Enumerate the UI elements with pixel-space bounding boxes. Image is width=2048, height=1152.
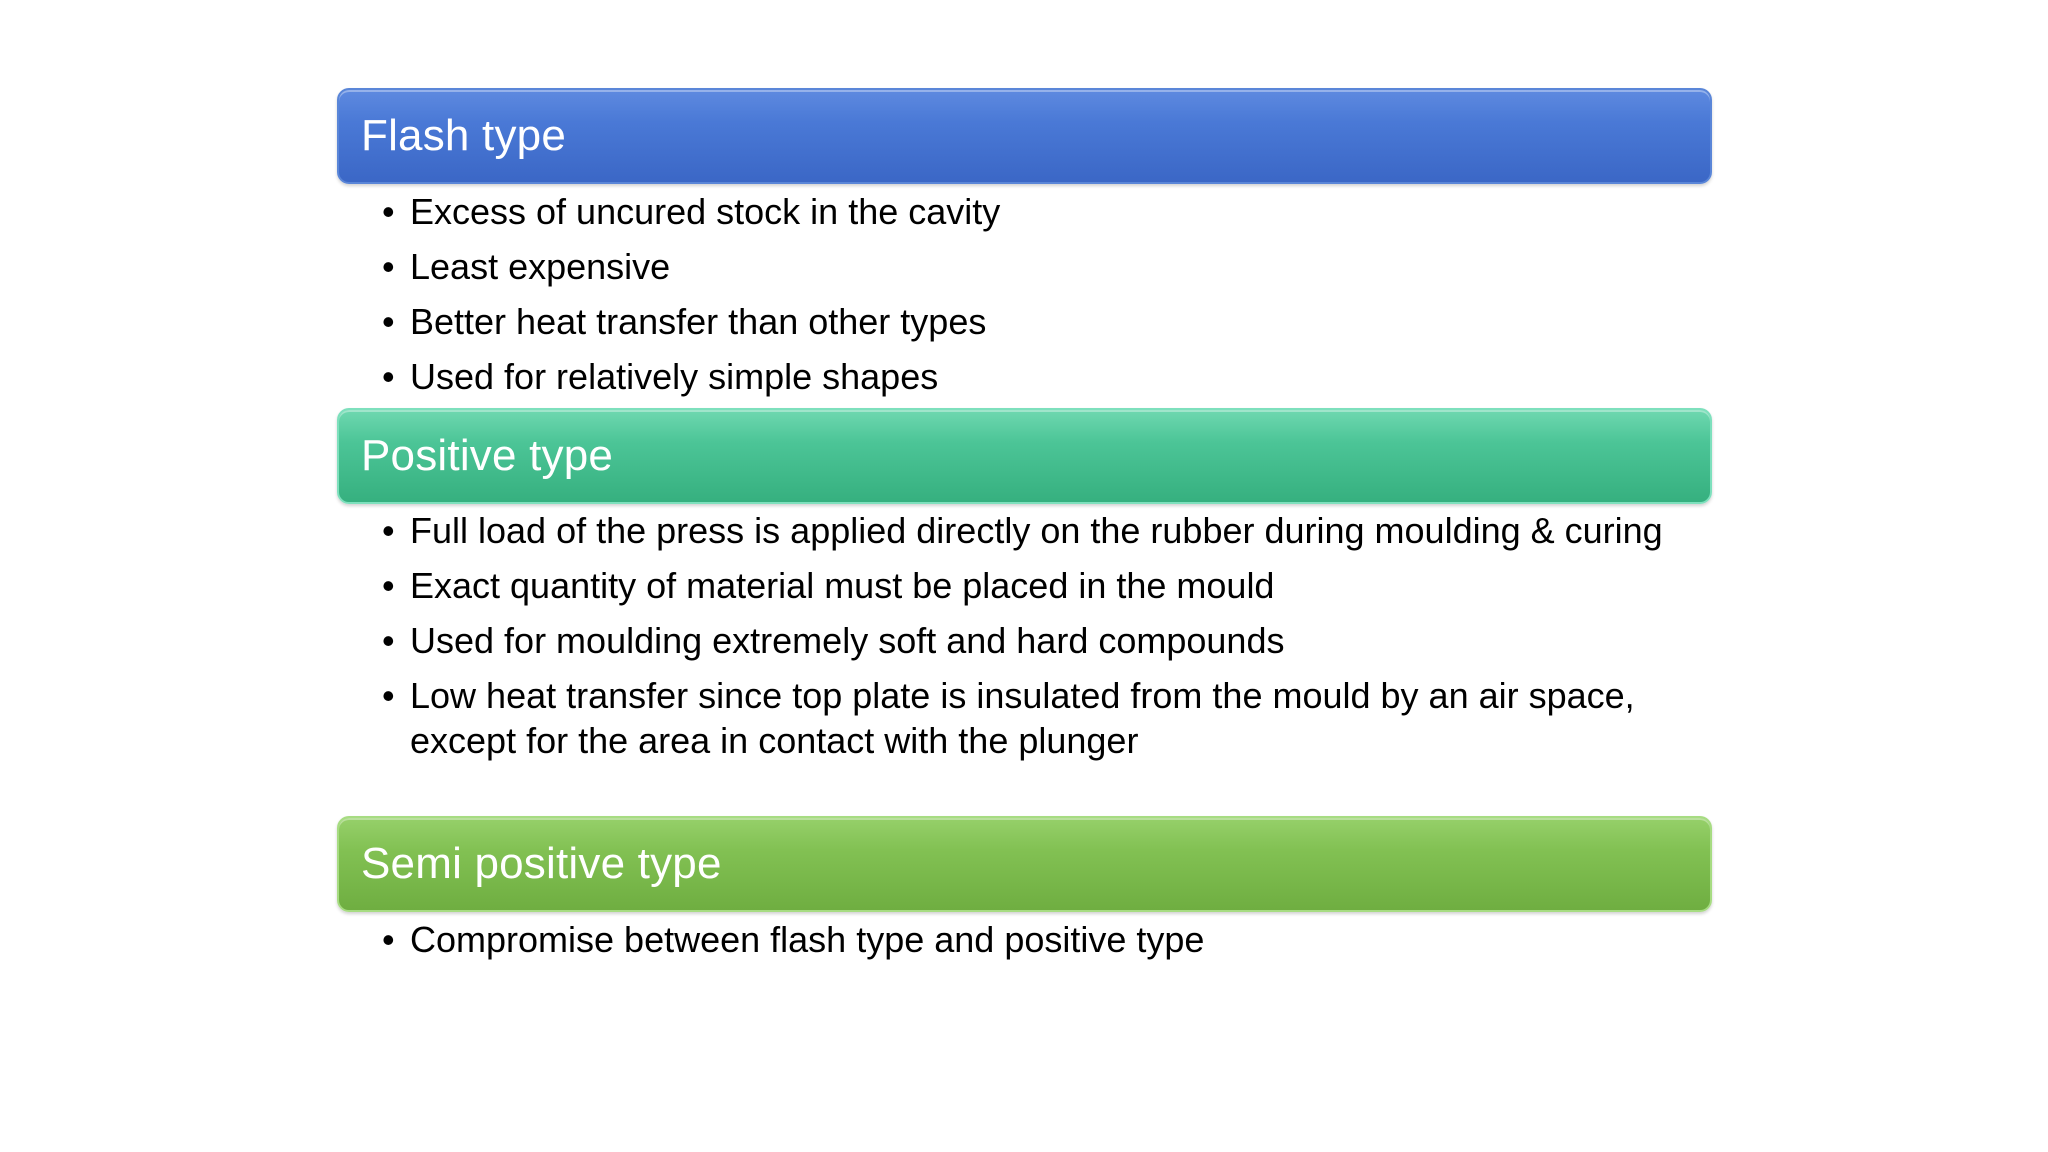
bullet-dot: • [382,356,395,397]
bullet-dot: • [382,565,395,606]
bullet-list-positive-type [380,508,1710,773]
bullet-dot: • [382,675,395,716]
bullet-dot: • [382,301,395,342]
bullet-dot: • [382,246,395,287]
section-title: Positive type [361,431,614,480]
bullet-text: Exact quantity of material must be placed in the mould [410,565,1275,606]
list-item [380,189,1710,234]
bullet-dot: • [382,620,395,661]
bullet-text: Least expensive [410,246,671,287]
section-header-semi-positive-type [337,816,1712,912]
bullet-text: Used for moulding extremely soft and hard compounds [410,620,1285,661]
list-item [380,563,1710,608]
bullet-list-flash-type [380,189,1710,409]
section-title: Flash type [361,111,566,160]
bullet-dot: • [382,919,395,960]
list-item [380,508,1710,553]
bullet-text: Better heat transfer than other types [410,301,987,342]
list-item [380,299,1710,344]
bullet-text: Full load of the press is applied directly on the rubber during moulding & curing [410,510,1663,551]
bullet-dot: • [382,510,395,551]
section-header-flash-type [337,88,1712,184]
list-item [380,244,1710,289]
bullet-dot: • [382,191,395,232]
section-header-positive-type [337,408,1712,504]
section-title: Semi positive type [361,839,722,888]
list-item [380,917,1710,962]
list-item [380,354,1710,399]
bullet-text: Low heat transfer since top plate is insulated from the mould by an air space, except for the area in contact with the plunger [410,675,1635,761]
list-item [380,618,1710,663]
bullet-text: Used for relatively simple shapes [410,356,939,397]
bullet-text: Excess of uncured stock in the cavity [410,191,1001,232]
bullet-text: Compromise between flash type and positive type [410,919,1205,960]
list-item [380,673,1710,763]
bullet-list-semi-positive-type [380,917,1710,972]
